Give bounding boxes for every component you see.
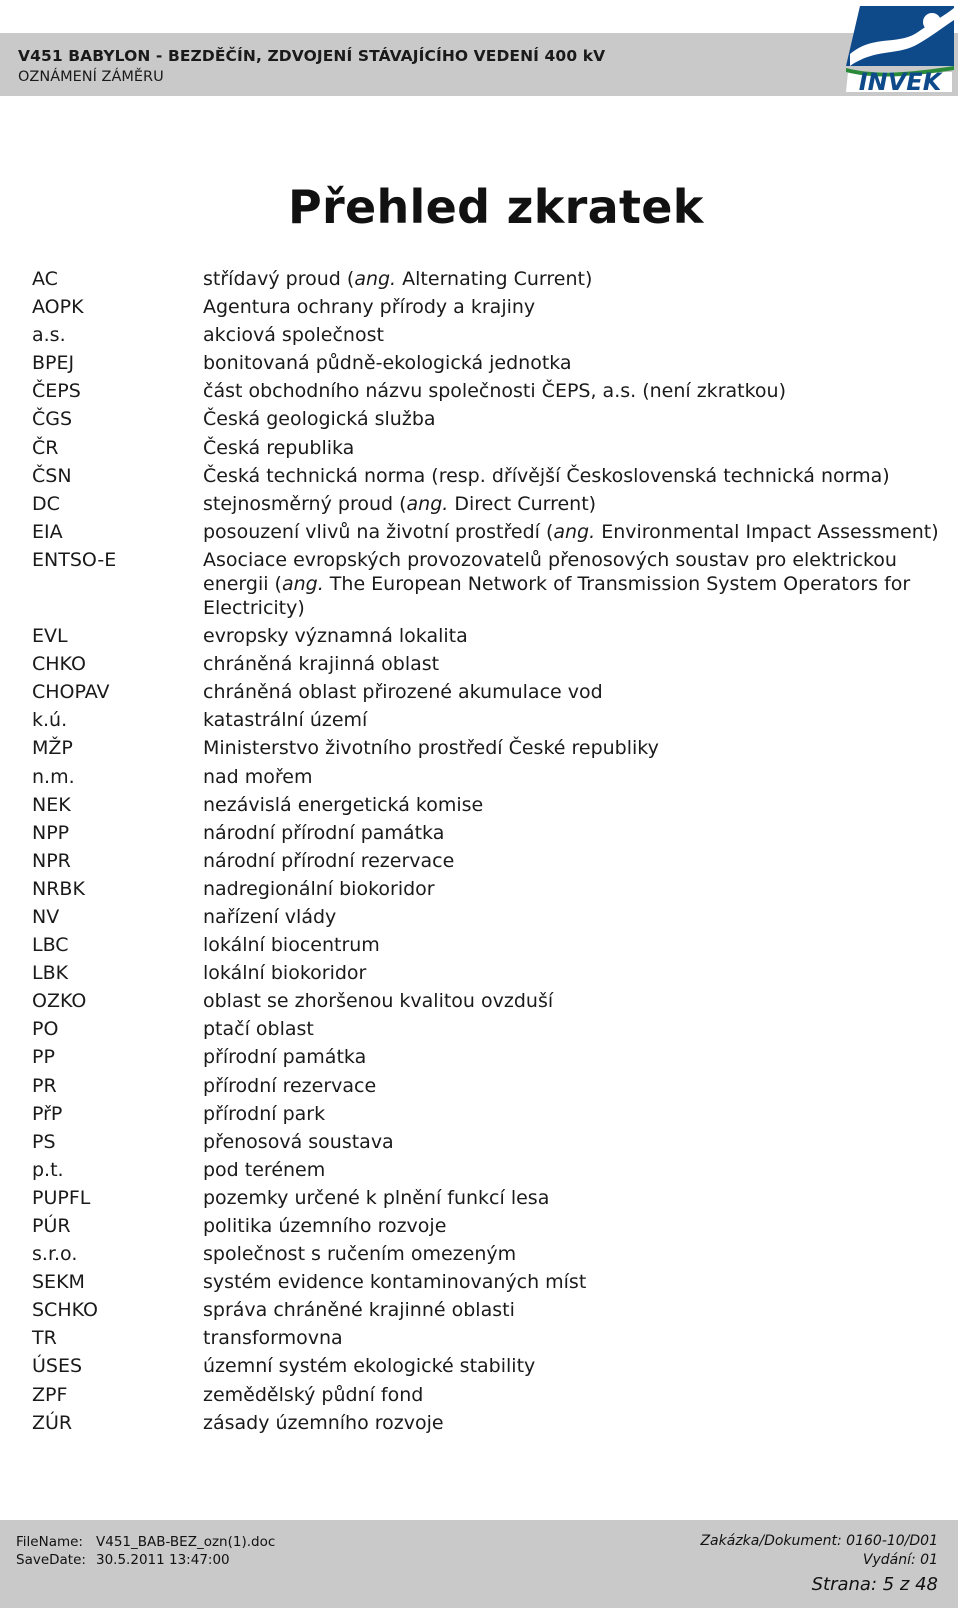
abbreviation-row xyxy=(32,708,942,732)
abbreviation-term: PO xyxy=(32,1018,59,1041)
abbreviation-term: AC xyxy=(32,268,58,290)
savedate-value: 30.5.2011 13:47:00 xyxy=(96,1552,230,1568)
abbreviation-meaning xyxy=(203,548,941,620)
meaning-text: Agentura ochrany přírody a krajiny xyxy=(203,296,536,319)
abbreviation-meaning xyxy=(203,905,941,929)
document-number: Zakázka/Dokument: 0160-10/D01 xyxy=(700,1533,938,1549)
abbreviation-row xyxy=(32,464,942,488)
abbreviation-term: LBK xyxy=(32,962,69,985)
abbreviation-term: p.t. xyxy=(32,1158,64,1181)
meaning-text: přírodní rezervace xyxy=(203,1074,377,1097)
meaning-english: The European Network of Transmission System Operators for Electricity) xyxy=(203,572,911,619)
abbreviation-term: n.m. xyxy=(32,765,75,788)
meaning-text: transformovna xyxy=(203,1327,343,1350)
abbreviation-row xyxy=(32,1214,942,1238)
abbreviation-meaning xyxy=(203,464,941,488)
abbreviation-meaning xyxy=(203,961,941,985)
abbreviation-row xyxy=(32,1326,942,1350)
invek-logo xyxy=(846,6,954,92)
meaning-text: stejnosměrný proud ( xyxy=(203,492,407,515)
abbreviation-meaning xyxy=(203,407,941,431)
meaning-text: pod terénem xyxy=(203,1158,326,1181)
meaning-text: národní přírodní památka xyxy=(203,821,445,844)
abbreviation-term: LBC xyxy=(32,934,69,957)
abbreviation-list xyxy=(32,267,942,1439)
meaning-english: Environmental Impact Assessment) xyxy=(595,520,939,543)
meaning-text: pozemky určené k plnění funkcí lesa xyxy=(203,1186,550,1209)
abbreviation-term: PR xyxy=(32,1074,57,1097)
abbreviation-meaning xyxy=(203,1074,941,1098)
abbreviation-term: a.s. xyxy=(32,324,66,347)
document-title: V451 BABYLON - BEZDĚČÍN, ZDVOJENÍ STÁVAJÍCÍHO VEDENÍ 400 kV xyxy=(18,47,606,65)
abbreviation-term: SEKM xyxy=(32,1271,85,1294)
meaning-text: nařízení vlády xyxy=(203,905,337,928)
abbreviation-meaning xyxy=(203,1270,941,1294)
abbreviation-row xyxy=(32,548,942,620)
abbreviation-meaning xyxy=(203,989,941,1013)
abbreviation-meaning xyxy=(203,1130,941,1154)
meaning-text: politika územního rozvoje xyxy=(203,1215,447,1237)
abbreviation-term: ČSN xyxy=(32,464,72,487)
abbreviation-meaning xyxy=(203,1214,941,1238)
meaning-text: bonitovaná půdně-ekologická jednotka xyxy=(203,352,572,375)
abbreviation-term: PS xyxy=(32,1130,56,1153)
abbreviation-term: NPR xyxy=(32,849,71,872)
meaning-text: přenosová soustava xyxy=(203,1130,394,1153)
abbreviation-term: ČGS xyxy=(32,408,73,431)
abbreviation-meaning xyxy=(203,793,941,817)
abbreviation-meaning xyxy=(203,1242,941,1266)
abbreviation-row xyxy=(32,407,942,431)
abbreviation-term: DC xyxy=(32,492,60,515)
abbreviation-meaning xyxy=(203,765,941,789)
abbreviation-meaning xyxy=(203,1017,941,1041)
abbreviation-term: ČR xyxy=(32,436,59,459)
abbreviation-row xyxy=(32,765,942,789)
abbreviation-term: CHOPAV xyxy=(32,681,110,704)
abbreviation-term: k.ú. xyxy=(32,709,68,732)
abbreviation-row xyxy=(32,492,942,516)
abbreviation-row xyxy=(32,1354,942,1378)
abbreviation-meaning xyxy=(203,736,941,760)
abbreviation-term: SCHKO xyxy=(32,1299,98,1322)
edition-number: Vydání: 01 xyxy=(862,1552,938,1568)
meaning-text: přírodní park xyxy=(203,1102,326,1125)
abbreviation-term: TR xyxy=(32,1327,57,1350)
meaning-text: chráněná krajinná oblast xyxy=(203,653,440,676)
abbreviation-row xyxy=(32,1074,942,1098)
meaning-text: posouzení vlivů na životní prostředí ( xyxy=(203,520,554,543)
abbreviation-meaning xyxy=(203,1158,941,1182)
meaning-text: Asociace evropských provozovatelů přenosových soustav pro elektrickou energii ( xyxy=(203,548,897,595)
meaning-text: společnost s ručením omezeným xyxy=(203,1243,517,1266)
abbreviation-row xyxy=(32,1045,942,1069)
abbreviation-meaning xyxy=(203,624,941,648)
logo-text: INVEK xyxy=(858,68,942,92)
abbreviation-meaning xyxy=(203,877,941,901)
filename-value: V451_BAB-BEZ_ozn(1).doc xyxy=(96,1534,276,1550)
abbreviation-term: PÚR xyxy=(32,1215,71,1237)
abbreviation-row xyxy=(32,793,942,817)
document-subtitle: OZNÁMENÍ ZÁMĚRU xyxy=(18,69,164,85)
abbreviation-meaning xyxy=(203,379,941,403)
meaning-english: Alternating Current) xyxy=(396,268,593,290)
abbreviation-term: AOPK xyxy=(32,296,84,319)
abbreviation-meaning xyxy=(203,1354,941,1378)
abbreviation-meaning xyxy=(203,849,941,873)
page-header xyxy=(0,33,958,96)
abbreviation-term: ZÚR xyxy=(32,1411,73,1434)
language-marker: ang. xyxy=(406,492,449,515)
abbreviation-term: NPP xyxy=(32,821,70,844)
abbreviation-row xyxy=(32,1411,942,1435)
abbreviation-term: s.r.o. xyxy=(32,1243,78,1266)
abbreviation-term: MŽP xyxy=(32,737,73,760)
abbreviation-row xyxy=(32,933,942,957)
meaning-text: zásady územního rozvoje xyxy=(203,1411,444,1434)
abbreviation-term: NRBK xyxy=(32,877,85,900)
abbreviation-meaning xyxy=(203,323,941,347)
abbreviation-row xyxy=(32,1017,942,1041)
abbreviation-row xyxy=(32,267,942,291)
abbreviation-meaning xyxy=(203,680,941,704)
abbreviation-meaning xyxy=(203,1411,941,1435)
abbreviation-row xyxy=(32,436,942,460)
meaning-text: Česká republika xyxy=(203,436,355,459)
abbreviation-row xyxy=(32,624,942,648)
abbreviation-term: PUPFL xyxy=(32,1186,91,1209)
meaning-text: územní systém ekologické stability xyxy=(203,1355,536,1378)
meaning-english: Direct Current) xyxy=(448,492,597,515)
meaning-text: evropsky významná lokalita xyxy=(203,625,468,648)
abbreviation-meaning xyxy=(203,708,941,732)
meaning-text: správa chráněné krajinné oblasti xyxy=(203,1299,515,1322)
abbreviation-row xyxy=(32,821,942,845)
abbreviation-term: CHKO xyxy=(32,653,86,676)
abbreviation-row xyxy=(32,652,942,676)
meaning-text: Česká geologická služba xyxy=(203,408,436,431)
abbreviation-meaning xyxy=(203,1326,941,1350)
abbreviation-row xyxy=(32,1270,942,1294)
abbreviation-meaning xyxy=(203,267,941,291)
abbreviation-term: NV xyxy=(32,905,60,928)
language-marker: ang. xyxy=(553,520,596,543)
abbreviation-meaning xyxy=(203,1045,941,1069)
filename-label: FileName: xyxy=(16,1534,83,1550)
meaning-text: lokální biocentrum xyxy=(203,934,380,957)
meaning-text: část obchodního názvu společnosti ČEPS, a.s. (není zkratkou) xyxy=(203,380,786,403)
language-marker: ang. xyxy=(354,268,397,290)
savedate-label: SaveDate: xyxy=(16,1552,86,1568)
language-marker: ang. xyxy=(281,572,324,595)
meaning-text: ptačí oblast xyxy=(203,1018,314,1041)
abbreviation-row xyxy=(32,379,942,403)
meaning-text: lokální biokoridor xyxy=(203,962,367,985)
abbreviation-row xyxy=(32,295,942,319)
abbreviation-row xyxy=(32,323,942,347)
abbreviation-row xyxy=(32,989,942,1013)
abbreviation-meaning xyxy=(203,492,941,516)
abbreviation-term: OZKO xyxy=(32,990,87,1013)
abbreviation-term: PP xyxy=(32,1046,55,1069)
abbreviation-meaning xyxy=(203,1298,941,1322)
abbreviation-row xyxy=(32,1383,942,1407)
abbreviation-row xyxy=(32,736,942,760)
abbreviation-row xyxy=(32,520,942,544)
abbreviation-term: ZPF xyxy=(32,1383,68,1406)
meaning-text: akciová společnost xyxy=(203,324,384,347)
meaning-text: nadregionální biokoridor xyxy=(203,877,435,900)
page-title: Přehled zkratek xyxy=(288,180,704,234)
meaning-text: Česká technická norma (resp. dřívější Československá technická norma) xyxy=(203,464,890,487)
abbreviation-meaning xyxy=(203,821,941,845)
abbreviation-meaning xyxy=(203,351,941,375)
meaning-text: nad mořem xyxy=(203,765,313,788)
abbreviation-meaning xyxy=(203,1383,941,1407)
abbreviation-meaning xyxy=(203,933,941,957)
abbreviation-term: BPEJ xyxy=(32,352,75,375)
meaning-text: systém evidence kontaminovaných míst xyxy=(203,1271,587,1294)
abbreviation-row xyxy=(32,1186,942,1210)
abbreviation-row xyxy=(32,961,942,985)
abbreviation-row xyxy=(32,1298,942,1322)
abbreviation-row xyxy=(32,1130,942,1154)
meaning-text: přírodní památka xyxy=(203,1046,367,1069)
abbreviation-term: EIA xyxy=(32,520,63,543)
meaning-text: národní přírodní rezervace xyxy=(203,849,455,872)
abbreviation-row xyxy=(32,1158,942,1182)
abbreviation-meaning xyxy=(203,295,941,319)
abbreviation-meaning xyxy=(203,520,941,544)
meaning-text: nezávislá energetická komise xyxy=(203,793,484,816)
abbreviation-term: EVL xyxy=(32,625,68,648)
meaning-text: chráněná oblast přirozené akumulace vod xyxy=(203,681,603,704)
meaning-text: střídavý proud ( xyxy=(203,268,355,290)
abbreviation-term: ENTSO-E xyxy=(32,548,117,571)
abbreviation-meaning xyxy=(203,1186,941,1210)
page-footer xyxy=(0,1520,958,1608)
abbreviation-row xyxy=(32,1102,942,1126)
meaning-text: katastrální území xyxy=(203,709,368,732)
abbreviation-term: PřP xyxy=(32,1102,63,1125)
meaning-text: zemědělský půdní fond xyxy=(203,1383,424,1406)
abbreviation-meaning xyxy=(203,436,941,460)
abbreviation-row xyxy=(32,905,942,929)
abbreviation-row xyxy=(32,1242,942,1266)
page-number: Strana: 5 z 48 xyxy=(811,1574,938,1595)
abbreviation-row xyxy=(32,877,942,901)
abbreviation-term: ČEPS xyxy=(32,380,81,403)
abbreviation-row xyxy=(32,680,942,704)
abbreviation-term: ÚSES xyxy=(32,1355,83,1378)
meaning-text: oblast se zhoršenou kvalitou ovzduší xyxy=(203,990,554,1013)
abbreviation-row xyxy=(32,849,942,873)
abbreviation-row xyxy=(32,351,942,375)
abbreviation-meaning xyxy=(203,652,941,676)
abbreviation-meaning xyxy=(203,1102,941,1126)
abbreviation-term: NEK xyxy=(32,793,71,816)
meaning-text: Ministerstvo životního prostředí České republiky xyxy=(203,737,659,760)
